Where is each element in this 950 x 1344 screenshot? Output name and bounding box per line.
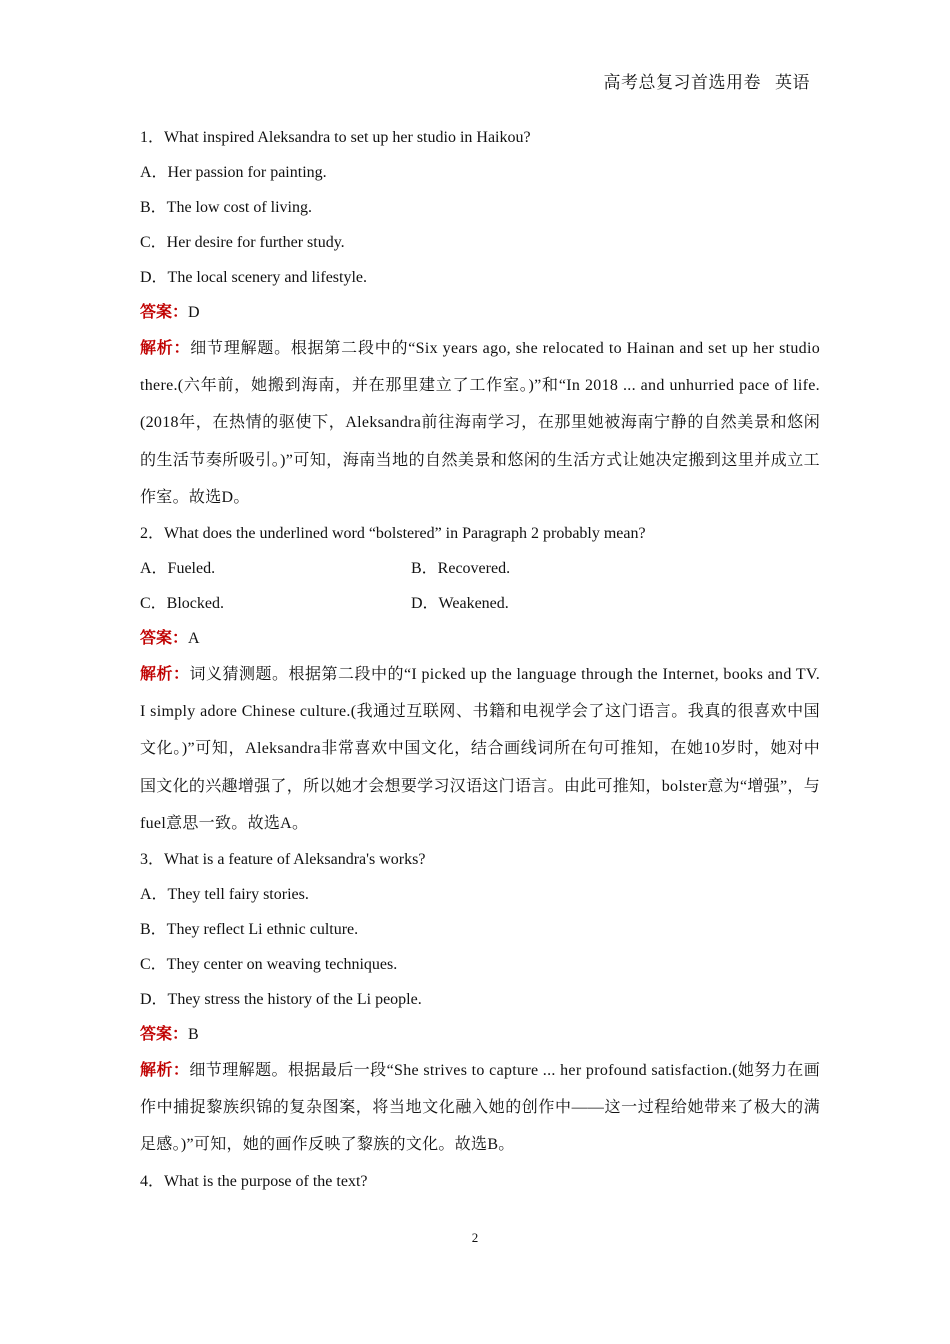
question-1 [140, 120, 820, 516]
answer-value: B [188, 1026, 199, 1044]
option-a: A．Fueled. [140, 560, 216, 578]
option-c: C．Her desire for further study. [140, 234, 345, 251]
question-stem: 1．What inspired Aleksandra to set up her studio in Haikou? [140, 129, 531, 146]
option-row [140, 551, 820, 586]
option-a: A．Her passion for painting. [140, 164, 327, 181]
option-d: D．The local scenery and lifestyle. [140, 269, 368, 286]
option-b: B．The low cost of living. [140, 199, 312, 216]
subject-label: 英语 [775, 73, 810, 92]
answer-row [140, 1017, 820, 1052]
option-c: C．They center on weaving techniques. [140, 956, 398, 974]
option-d: D．They stress the history of the Li people. [140, 991, 422, 1009]
answer-label: 答案： [140, 1026, 189, 1044]
answer-value: D [188, 304, 200, 321]
analysis-block [140, 656, 820, 842]
question-stem: 4．What is the purpose of the text? [140, 1172, 368, 1190]
option-row [140, 586, 820, 621]
answer-label: 答案： [140, 630, 189, 648]
option-c: C．Blocked. [140, 595, 224, 613]
analysis-text: 细节理解题。根据最后一段“She strives to capture ... her profound satisfaction.(她努力在画作中捕捉黎族织锦的复杂图案，将当地文化融入她的创作中——这一过程给她带来了极大的满足感。)”可知，她的画作反映了黎族的文化。故选B。 [140, 1062, 820, 1154]
page-content [140, 120, 820, 1199]
page-number: 2 [471, 1230, 479, 1245]
option-b: B．They reflect Li ethnic culture. [140, 921, 359, 939]
book-title: 高考总复习首选用卷 [603, 73, 761, 92]
answer-label: 答案： [140, 304, 189, 321]
analysis-block [140, 330, 820, 516]
answer-row [140, 621, 820, 656]
answer-row [140, 295, 820, 330]
question-stem: 3．What is a feature of Aleksandra's works? [140, 851, 426, 869]
question-4 [140, 1164, 820, 1199]
analysis-text: 词义猜测题。根据第二段中的“I picked up the language through the Internet, books and TV. I simply adore Chinese culture.(我通过互联网、书籍和电视学会了这门语言。我真的很喜欢中国文化。)”可知，Aleksandra非常喜欢中国文化，结合画线词所在句可推知，在她10岁时，她对中国文化的兴趣增强了，所以她才会想要学习汉语这门语言。由此可推知，bolster意为“增强”，与fuel意思一致。故选A。 [140, 666, 820, 832]
analysis-block [140, 1052, 820, 1164]
analysis-label: 解析： [140, 1062, 190, 1080]
analysis-text: 细节理解题。根据第二段中的“Six years ago, she relocated to Hainan and set up her studio there.(六年前，她搬到海南，并在那里建立了工作室。)”和“In 2018 ... and unhurried pace of life.(2018年，在热情的驱使下，Aleksandra前往海南学习，在那里她被海南宁静的自然美景和悠闲的生活节奏所吸引。)”可知，海南当地的自然美景和悠闲的生活方式让她决定搬到这里并成立工作室。故选D。 [140, 340, 820, 506]
option-a: A．They tell fairy stories. [140, 886, 309, 904]
page-header [604, 68, 811, 93]
question-3 [140, 842, 820, 1164]
analysis-label: 解析： [140, 666, 190, 684]
option-b: B．Recovered. [411, 560, 511, 578]
analysis-label: 解析： [140, 340, 191, 357]
answer-value: A [188, 630, 200, 648]
question-2 [140, 516, 820, 842]
question-stem: 2．What does the underlined word “bolstered” in Paragraph 2 probably mean? [140, 525, 646, 543]
option-d: D．Weakened. [411, 595, 509, 613]
